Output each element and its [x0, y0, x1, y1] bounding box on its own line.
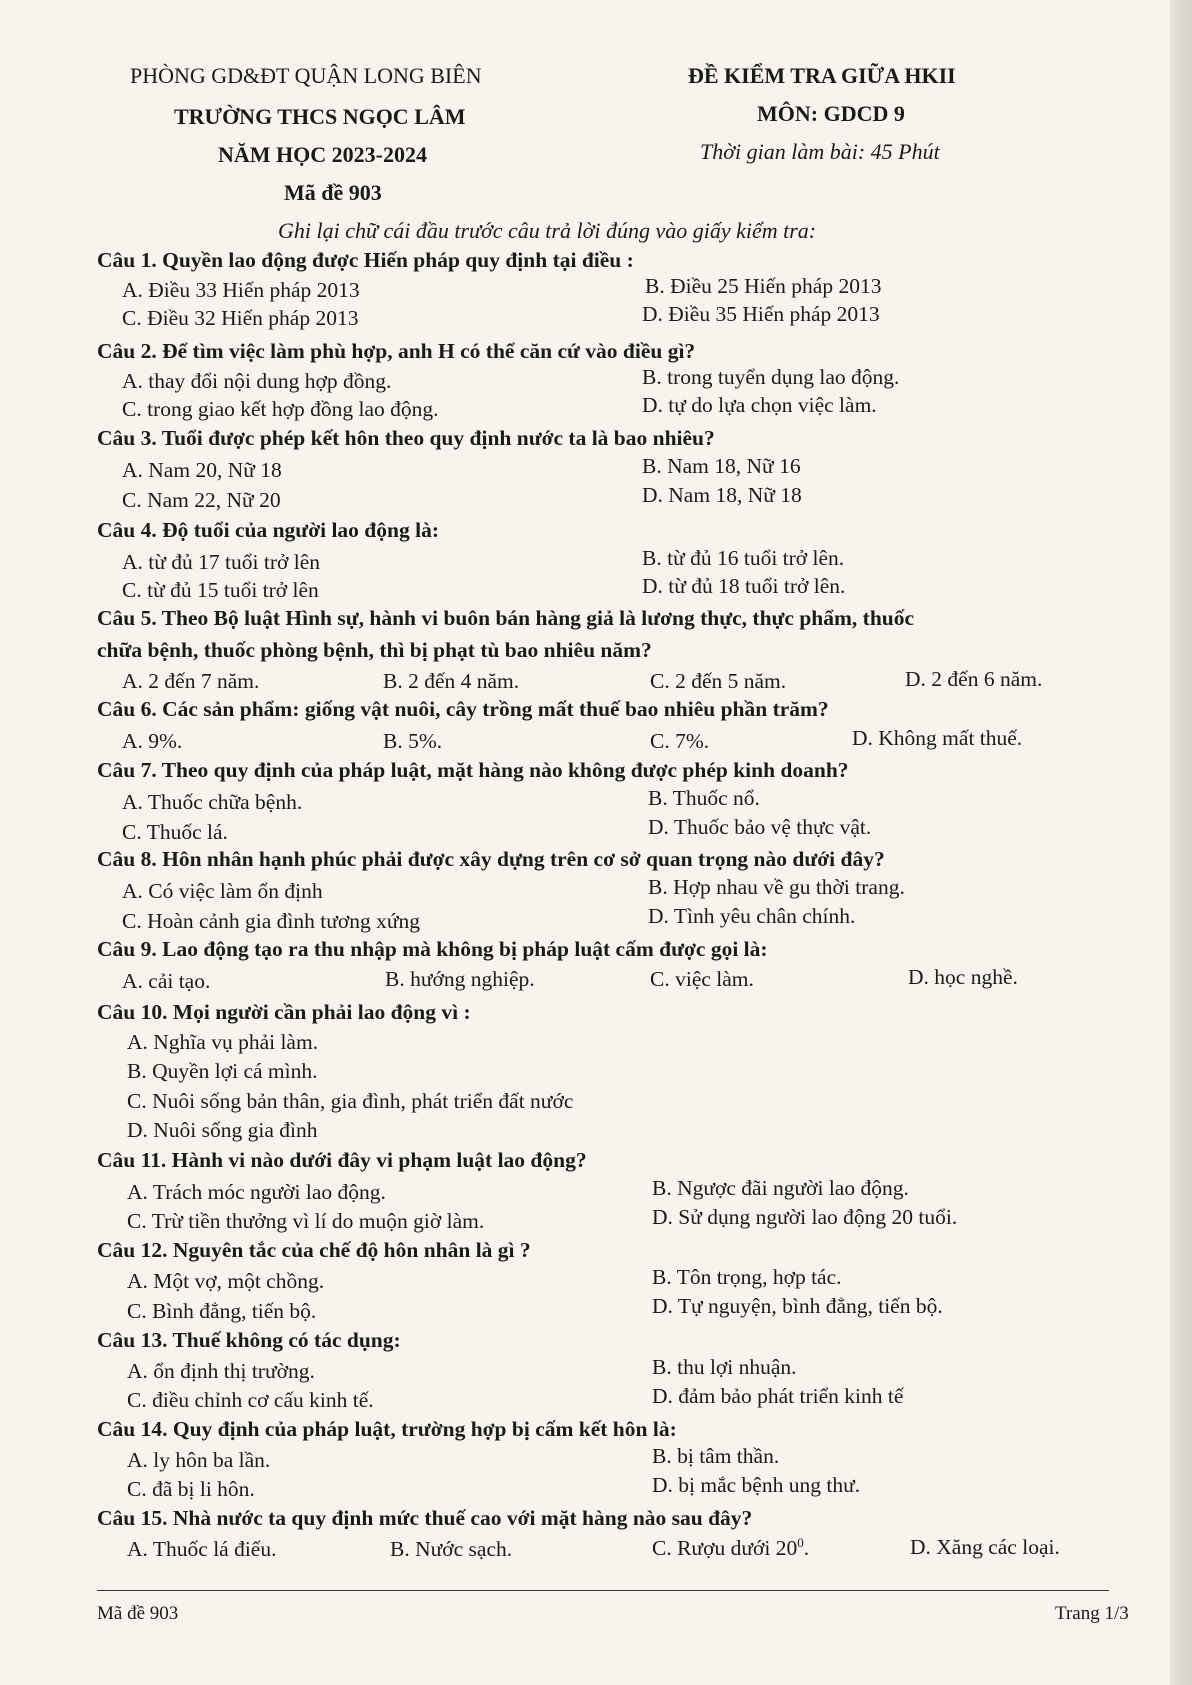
q13-option-c: C. điều chỉnh cơ cấu kinh tế. [127, 1388, 374, 1412]
q9-option-d: D. học nghề. [908, 965, 1018, 989]
q7-option-b: B. Thuốc nổ. [648, 786, 760, 810]
q15-option-b: B. Nước sạch. [390, 1537, 513, 1561]
q2-option-b: B. trong tuyển dụng lao động. [642, 365, 900, 389]
q5-option-c: C. 2 đến 5 năm. [650, 669, 787, 693]
q7-option-a: A. Thuốc chữa bệnh. [122, 790, 303, 814]
q13-option-b: B. thu lợi nhuận. [652, 1355, 797, 1379]
q10-option-a: A. Nghĩa vụ phải làm. [127, 1030, 319, 1054]
question-14: Câu 14. Quy định của pháp luật, trường hợp bị cấm kết hôn là: [97, 1417, 677, 1441]
q11-option-a: A. Trách móc người lao động. [127, 1180, 386, 1204]
q5-option-a: A. 2 đến 7 năm. [122, 669, 260, 693]
q14-option-c: C. đã bị li hôn. [127, 1477, 255, 1501]
q4-option-b: B. từ đủ 16 tuổi trở lên. [642, 546, 845, 570]
q3-option-d: D. Nam 18, Nữ 18 [642, 483, 802, 507]
page-edge-shadow [1170, 0, 1192, 1685]
question-8: Câu 8. Hôn nhân hạnh phúc phải được xây dựng trên cơ sở quan trọng nào dưới đây? [97, 847, 885, 871]
q4-option-d: D. từ đủ 18 tuổi trở lên. [642, 574, 846, 598]
question-9: Câu 9. Lao động tạo ra thu nhập mà không bị pháp luật cấm được gọi là: [97, 937, 768, 961]
q14-option-b: B. bị tâm thần. [652, 1444, 780, 1468]
question-13: Câu 13. Thuế không có tác dụng: [97, 1328, 401, 1352]
question-12: Câu 12. Nguyên tắc của chế độ hôn nhân là gì ? [97, 1238, 531, 1262]
q8-option-b: B. Hợp nhau về gu thời trang. [648, 875, 905, 899]
q14-option-d: D. bị mắc bệnh ung thư. [652, 1473, 861, 1497]
department-name: PHÒNG GD&ĐT QUẬN LONG BIÊN [130, 63, 482, 88]
q3-option-a: A. Nam 20, Nữ 18 [122, 458, 282, 482]
footer-exam-code: Mã đề 903 [97, 1603, 179, 1624]
q12-option-d: D. Tự nguyện, bình đẳng, tiến bộ. [652, 1294, 943, 1318]
q14-option-a: A. ly hôn ba lần. [127, 1448, 271, 1472]
q6-option-b: B. 5%. [383, 729, 443, 753]
exam-code: Mã đề 903 [284, 180, 382, 205]
q2-option-c: C. trong giao kết hợp đồng lao động. [122, 397, 439, 421]
q15-option-a: A. Thuốc lá điếu. [127, 1537, 277, 1561]
q1-option-c: C. Điều 32 Hiến pháp 2013 [122, 306, 359, 330]
time-allowed: Thời gian làm bài: 45 Phút [700, 139, 940, 164]
q2-option-d: D. tự do lựa chọn việc làm. [642, 393, 877, 417]
footer-page-number: Trang 1/3 [1055, 1603, 1129, 1624]
q5-option-b: B. 2 đến 4 năm. [383, 669, 520, 693]
q6-option-c: C. 7%. [650, 729, 710, 753]
exam-title: ĐỀ KIỂM TRA GIỮA HKII [688, 63, 956, 88]
q11-option-c: C. Trừ tiền thưởng vì lí do muộn giờ làm. [127, 1209, 485, 1233]
q1-option-b: B. Điều 25 Hiến pháp 2013 [645, 274, 882, 298]
q10-option-d: D. Nuôi sống gia đình [127, 1118, 318, 1142]
q9-option-a: A. cải tạo. [122, 969, 211, 993]
q15-option-c: C. Rượu dưới $20^0$. [652, 1535, 810, 1561]
school-year: NĂM HỌC 2023-2024 [218, 142, 427, 167]
q1-option-d: D. Điều 35 Hiến pháp 2013 [642, 302, 880, 326]
question-5: Câu 5. Theo Bộ luật Hình sự, hành vi buôn bán hàng giả là lương thực, thực phẩm, thuốc [97, 606, 915, 630]
q6-option-a: A. 9%. [122, 729, 183, 753]
q10-option-c: C. Nuôi sống bản thân, gia đình, phát triển đất nước [127, 1089, 574, 1113]
question-15: Câu 15. Nhà nước ta quy định mức thuế cao với mặt hàng nào sau đây? [97, 1506, 753, 1530]
q12-option-b: B. Tôn trọng, hợp tác. [652, 1265, 842, 1289]
q13-option-a: A. ổn định thị trường. [127, 1359, 315, 1383]
q13-option-d: D. đảm bảo phát triển kinh tế [652, 1384, 904, 1408]
question-2: Câu 2. Để tìm việc làm phù hợp, anh H có thể căn cứ vào điều gì? [97, 339, 696, 363]
q3-option-b: B. Nam 18, Nữ 16 [642, 454, 801, 478]
question-3: Câu 3. Tuổi được phép kết hôn theo quy định nước ta là bao nhiêu? [97, 426, 715, 450]
q11-option-b: B. Ngược đãi người lao động. [652, 1176, 909, 1200]
q3-option-c: C. Nam 22, Nữ 20 [122, 488, 281, 512]
q10-option-b: B. Quyền lợi cá mình. [127, 1059, 318, 1083]
q8-option-c: C. Hoàn cảnh gia đình tương xứng [122, 909, 421, 933]
question-7: Câu 7. Theo quy định của pháp luật, mặt hàng nào không được phép kinh doanh? [97, 758, 849, 782]
q8-option-d: D. Tình yêu chân chính. [648, 904, 856, 928]
question-10: Câu 10. Mọi người cần phải lao động vì : [97, 1000, 471, 1024]
instruction: Ghi lại chữ cái đầu trước câu trả lời đúng vào giấy kiểm tra: [278, 218, 817, 243]
q6-option-d: D. Không mất thuế. [852, 726, 1023, 750]
q1-option-a: A. Điều 33 Hiến pháp 2013 [122, 278, 360, 302]
q9-option-b: B. hướng nghiệp. [385, 967, 535, 991]
question-1: Câu 1. Quyền lao động được Hiến pháp quy định tại điều : [97, 248, 634, 272]
q7-option-c: C. Thuốc lá. [122, 820, 228, 844]
subject-name: MÔN: GDCD 9 [757, 101, 905, 126]
q8-option-a: A. Có việc làm ổn định [122, 879, 323, 903]
question-4: Câu 4. Độ tuổi của người lao động là: [97, 518, 439, 542]
q15-option-d: D. Xăng các loại. [910, 1535, 1060, 1559]
question-5-line-2: chữa bệnh, thuốc phòng bệnh, thì bị phạt tù bao nhiêu năm? [97, 638, 652, 662]
school-name: TRƯỜNG THCS NGỌC LÂM [174, 104, 466, 129]
q4-option-a: A. từ đủ 17 tuổi trở lên [122, 550, 320, 574]
question-6: Câu 6. Các sản phẩm: giống vật nuôi, cây trồng mất thuế bao nhiêu phần trăm? [97, 697, 829, 721]
q4-option-c: C. từ đủ 15 tuổi trở lên [122, 578, 319, 602]
q7-option-d: D. Thuốc bảo vệ thực vật. [648, 815, 872, 839]
footer-rule [97, 1590, 1109, 1591]
q2-option-a: A. thay đổi nội dung hợp đồng. [122, 369, 392, 393]
question-11: Câu 11. Hành vi nào dưới đây vi phạm luật lao động? [97, 1148, 587, 1172]
q11-option-d: D. Sử dụng người lao động 20 tuổi. [652, 1205, 958, 1229]
q9-option-c: C. việc làm. [650, 967, 754, 991]
q12-option-c: C. Bình đẳng, tiến bộ. [127, 1299, 317, 1323]
q5-option-d: D. 2 đến 6 năm. [905, 667, 1043, 691]
q12-option-a: A. Một vợ, một chồng. [127, 1269, 325, 1293]
